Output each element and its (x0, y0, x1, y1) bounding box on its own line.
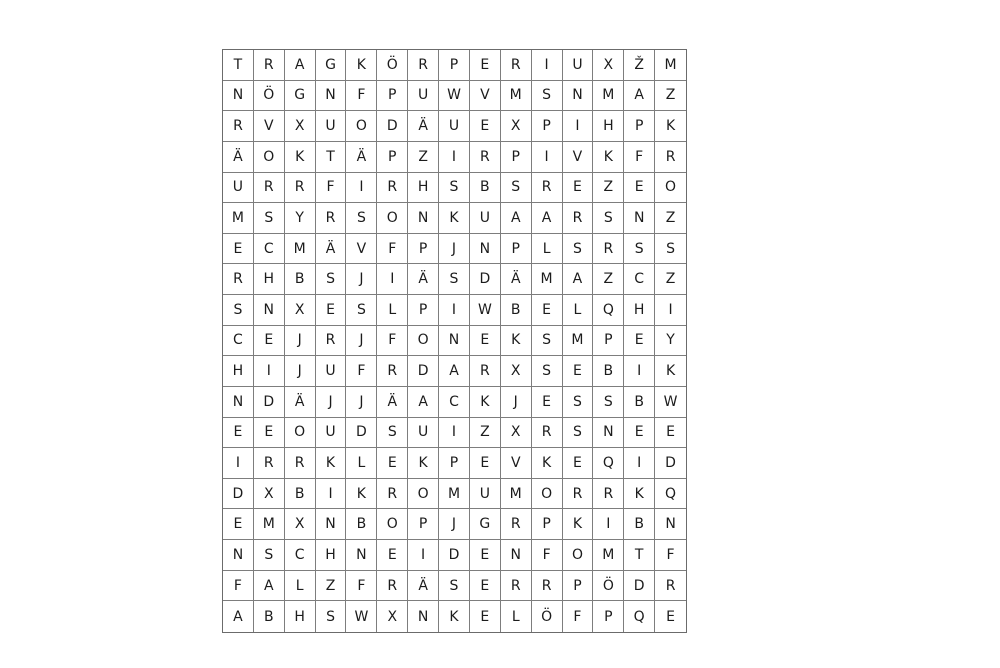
grid-cell[interactable]: D (346, 418, 377, 449)
grid-cell[interactable]: J (285, 356, 316, 387)
grid-cell[interactable]: N (470, 234, 501, 265)
grid-cell[interactable]: H (316, 540, 347, 571)
grid-cell[interactable]: X (501, 111, 532, 142)
grid-cell[interactable]: Z (655, 81, 686, 112)
grid-cell[interactable]: E (470, 448, 501, 479)
grid-cell[interactable]: Ä (408, 264, 439, 295)
grid-cell[interactable]: S (439, 173, 470, 204)
grid-cell[interactable]: E (223, 234, 254, 265)
grid-cell[interactable]: D (624, 571, 655, 602)
grid-cell[interactable]: F (346, 571, 377, 602)
grid-cell[interactable]: F (346, 356, 377, 387)
grid-cell[interactable]: Ä (408, 571, 439, 602)
grid-cell[interactable]: N (316, 509, 347, 540)
grid-cell[interactable]: P (563, 571, 594, 602)
grid-cell[interactable]: S (593, 203, 624, 234)
grid-cell[interactable]: E (377, 540, 408, 571)
grid-cell[interactable]: X (254, 479, 285, 510)
grid-cell[interactable]: T (624, 540, 655, 571)
grid-cell[interactable]: E (254, 326, 285, 357)
grid-cell[interactable]: P (501, 234, 532, 265)
grid-cell[interactable]: K (501, 326, 532, 357)
grid-cell[interactable]: Q (655, 479, 686, 510)
grid-cell[interactable]: S (501, 173, 532, 204)
grid-cell[interactable]: X (377, 601, 408, 632)
grid-cell[interactable]: B (346, 509, 377, 540)
grid-cell[interactable]: C (223, 326, 254, 357)
grid-cell[interactable]: K (532, 448, 563, 479)
grid-cell[interactable]: M (285, 234, 316, 265)
grid-cell[interactable]: I (408, 540, 439, 571)
grid-cell[interactable]: E (254, 418, 285, 449)
grid-cell[interactable]: V (470, 81, 501, 112)
grid-cell[interactable]: R (254, 448, 285, 479)
grid-cell[interactable]: F (532, 540, 563, 571)
grid-cell[interactable]: E (624, 326, 655, 357)
grid-cell[interactable]: E (470, 111, 501, 142)
grid-cell[interactable]: P (501, 142, 532, 173)
grid-cell[interactable]: D (254, 387, 285, 418)
grid-cell[interactable]: S (223, 295, 254, 326)
grid-cell[interactable]: N (316, 81, 347, 112)
grid-cell[interactable]: D (655, 448, 686, 479)
grid-cell[interactable]: M (501, 81, 532, 112)
grid-cell[interactable]: B (254, 601, 285, 632)
grid-cell[interactable]: Z (593, 264, 624, 295)
grid-cell[interactable]: S (346, 203, 377, 234)
grid-cell[interactable]: U (223, 173, 254, 204)
grid-cell[interactable]: R (316, 326, 347, 357)
grid-cell[interactable]: F (655, 540, 686, 571)
grid-cell[interactable]: R (408, 50, 439, 81)
grid-cell[interactable]: P (593, 326, 624, 357)
grid-cell[interactable]: R (501, 571, 532, 602)
grid-cell[interactable]: Ä (377, 387, 408, 418)
grid-cell[interactable]: N (408, 601, 439, 632)
grid-cell[interactable]: O (346, 111, 377, 142)
grid-cell[interactable]: Q (593, 448, 624, 479)
grid-cell[interactable]: G (316, 50, 347, 81)
grid-cell[interactable]: D (223, 479, 254, 510)
grid-cell[interactable]: H (254, 264, 285, 295)
grid-cell[interactable]: D (377, 111, 408, 142)
grid-cell[interactable]: E (316, 295, 347, 326)
grid-cell[interactable]: M (593, 81, 624, 112)
grid-cell[interactable]: R (316, 203, 347, 234)
grid-cell[interactable]: P (532, 509, 563, 540)
grid-cell[interactable]: S (316, 601, 347, 632)
grid-cell[interactable]: J (439, 234, 470, 265)
grid-cell[interactable]: E (470, 571, 501, 602)
grid-cell[interactable]: O (563, 540, 594, 571)
grid-cell[interactable]: P (532, 111, 563, 142)
grid-cell[interactable]: U (408, 81, 439, 112)
grid-cell[interactable]: B (470, 173, 501, 204)
grid-cell[interactable]: Ö (593, 571, 624, 602)
grid-cell[interactable]: I (532, 50, 563, 81)
grid-cell[interactable]: Y (285, 203, 316, 234)
grid-cell[interactable]: A (532, 203, 563, 234)
grid-cell[interactable]: E (655, 418, 686, 449)
grid-cell[interactable]: S (563, 387, 594, 418)
grid-cell[interactable]: V (346, 234, 377, 265)
grid-cell[interactable]: L (501, 601, 532, 632)
grid-cell[interactable]: E (470, 601, 501, 632)
grid-cell[interactable]: I (655, 295, 686, 326)
grid-cell[interactable]: Z (408, 142, 439, 173)
grid-cell[interactable]: R (223, 111, 254, 142)
grid-cell[interactable]: A (563, 264, 594, 295)
grid-cell[interactable]: Ä (285, 387, 316, 418)
grid-cell[interactable]: K (439, 203, 470, 234)
grid-cell[interactable]: R (501, 50, 532, 81)
grid-cell[interactable]: M (439, 479, 470, 510)
grid-cell[interactable]: A (439, 356, 470, 387)
grid-cell[interactable]: J (285, 326, 316, 357)
grid-cell[interactable]: Z (655, 264, 686, 295)
grid-cell[interactable]: O (377, 203, 408, 234)
grid-cell[interactable]: W (439, 81, 470, 112)
grid-cell[interactable]: Ä (316, 234, 347, 265)
grid-cell[interactable]: I (624, 356, 655, 387)
grid-cell[interactable]: Ö (377, 50, 408, 81)
grid-cell[interactable]: K (655, 356, 686, 387)
grid-cell[interactable]: S (439, 264, 470, 295)
grid-cell[interactable]: E (223, 509, 254, 540)
grid-cell[interactable]: K (285, 142, 316, 173)
grid-cell[interactable]: R (501, 509, 532, 540)
grid-cell[interactable]: C (439, 387, 470, 418)
grid-cell[interactable]: S (563, 234, 594, 265)
grid-cell[interactable]: M (254, 509, 285, 540)
grid-cell[interactable]: S (563, 418, 594, 449)
grid-cell[interactable]: I (346, 173, 377, 204)
grid-cell[interactable]: F (377, 234, 408, 265)
grid-cell[interactable]: J (346, 326, 377, 357)
grid-cell[interactable]: N (223, 387, 254, 418)
grid-cell[interactable]: L (346, 448, 377, 479)
grid-cell[interactable]: R (377, 571, 408, 602)
grid-cell[interactable]: F (223, 571, 254, 602)
grid-cell[interactable]: J (316, 387, 347, 418)
grid-cell[interactable]: N (501, 540, 532, 571)
grid-cell[interactable]: F (563, 601, 594, 632)
grid-cell[interactable]: F (346, 81, 377, 112)
grid-cell[interactable]: A (223, 601, 254, 632)
grid-cell[interactable]: I (439, 142, 470, 173)
grid-cell[interactable]: A (408, 387, 439, 418)
grid-cell[interactable]: B (501, 295, 532, 326)
grid-cell[interactable]: M (655, 50, 686, 81)
grid-cell[interactable]: H (408, 173, 439, 204)
grid-cell[interactable]: B (624, 387, 655, 418)
grid-cell[interactable]: E (563, 356, 594, 387)
grid-cell[interactable]: S (532, 326, 563, 357)
grid-cell[interactable]: U (316, 356, 347, 387)
grid-cell[interactable]: H (285, 601, 316, 632)
grid-cell[interactable]: Y (655, 326, 686, 357)
grid-cell[interactable]: X (285, 295, 316, 326)
grid-cell[interactable]: E (470, 540, 501, 571)
grid-cell[interactable]: Ä (346, 142, 377, 173)
grid-cell[interactable]: R (532, 173, 563, 204)
grid-cell[interactable]: P (593, 601, 624, 632)
grid-cell[interactable]: J (346, 264, 377, 295)
grid-cell[interactable]: K (346, 50, 377, 81)
grid-cell[interactable]: D (408, 356, 439, 387)
grid-cell[interactable]: N (223, 81, 254, 112)
grid-cell[interactable]: K (346, 479, 377, 510)
grid-cell[interactable]: R (563, 479, 594, 510)
grid-cell[interactable]: O (285, 418, 316, 449)
grid-cell[interactable]: K (593, 142, 624, 173)
grid-cell[interactable]: N (563, 81, 594, 112)
grid-cell[interactable]: O (377, 509, 408, 540)
grid-cell[interactable]: N (408, 203, 439, 234)
grid-cell[interactable]: C (285, 540, 316, 571)
grid-cell[interactable]: E (532, 295, 563, 326)
grid-cell[interactable]: J (439, 509, 470, 540)
grid-cell[interactable]: L (563, 295, 594, 326)
word-search-grid (222, 49, 687, 633)
grid-cell[interactable]: B (624, 509, 655, 540)
grid-cell[interactable]: K (408, 448, 439, 479)
grid-cell[interactable]: P (408, 295, 439, 326)
grid-cell[interactable]: I (532, 142, 563, 173)
grid-cell[interactable]: A (501, 203, 532, 234)
grid-cell[interactable]: I (316, 479, 347, 510)
grid-cell[interactable]: H (223, 356, 254, 387)
grid-cell[interactable]: I (563, 111, 594, 142)
grid-cell[interactable]: R (655, 571, 686, 602)
grid-cell[interactable]: F (316, 173, 347, 204)
grid-cell[interactable]: W (346, 601, 377, 632)
grid-cell[interactable]: S (254, 540, 285, 571)
grid-cell[interactable]: F (377, 326, 408, 357)
grid-cell[interactable]: U (439, 111, 470, 142)
grid-cell[interactable]: R (285, 448, 316, 479)
grid-cell[interactable]: U (470, 479, 501, 510)
grid-cell[interactable]: I (624, 448, 655, 479)
grid-cell[interactable]: Z (593, 173, 624, 204)
grid-cell[interactable]: L (285, 571, 316, 602)
grid-cell[interactable]: N (254, 295, 285, 326)
grid-cell[interactable]: I (593, 509, 624, 540)
grid-cell[interactable]: O (655, 173, 686, 204)
grid-cell[interactable]: R (532, 571, 563, 602)
grid-cell[interactable]: J (346, 387, 377, 418)
grid-cell[interactable]: G (470, 509, 501, 540)
grid-cell[interactable]: O (532, 479, 563, 510)
grid-cell[interactable]: M (593, 540, 624, 571)
grid-cell[interactable]: U (316, 111, 347, 142)
grid-cell[interactable]: W (470, 295, 501, 326)
grid-cell[interactable]: S (532, 81, 563, 112)
grid-cell[interactable]: S (532, 356, 563, 387)
grid-cell[interactable]: B (285, 479, 316, 510)
grid-cell[interactable]: Ö (254, 81, 285, 112)
grid-cell[interactable]: E (470, 326, 501, 357)
grid-cell[interactable]: Ä (408, 111, 439, 142)
grid-cell[interactable]: X (593, 50, 624, 81)
grid-cell[interactable]: O (254, 142, 285, 173)
grid-cell[interactable]: J (501, 387, 532, 418)
grid-cell[interactable]: S (346, 295, 377, 326)
grid-cell[interactable]: Q (624, 601, 655, 632)
grid-cell[interactable]: R (532, 418, 563, 449)
grid-cell[interactable]: N (223, 540, 254, 571)
grid-cell[interactable]: S (439, 571, 470, 602)
grid-cell[interactable]: S (593, 387, 624, 418)
grid-cell[interactable]: E (563, 448, 594, 479)
grid-cell[interactable]: N (439, 326, 470, 357)
grid-cell[interactable]: B (285, 264, 316, 295)
grid-cell[interactable]: O (408, 479, 439, 510)
grid-cell[interactable]: R (563, 203, 594, 234)
grid-cell[interactable]: V (254, 111, 285, 142)
grid-cell[interactable]: S (254, 203, 285, 234)
grid-cell[interactable]: R (254, 173, 285, 204)
grid-cell[interactable]: N (346, 540, 377, 571)
grid-cell[interactable]: H (593, 111, 624, 142)
grid-cell[interactable]: S (377, 418, 408, 449)
grid-cell[interactable]: A (254, 571, 285, 602)
grid-cell[interactable]: R (470, 142, 501, 173)
grid-cell[interactable]: K (624, 479, 655, 510)
grid-cell[interactable]: X (501, 356, 532, 387)
grid-cell[interactable]: M (501, 479, 532, 510)
grid-cell[interactable]: A (624, 81, 655, 112)
grid-cell[interactable]: K (316, 448, 347, 479)
grid-cell[interactable]: N (624, 203, 655, 234)
grid-cell[interactable]: R (285, 173, 316, 204)
grid-cell[interactable]: S (655, 234, 686, 265)
grid-cell[interactable]: I (439, 295, 470, 326)
grid-cell[interactable]: M (563, 326, 594, 357)
grid-cell[interactable]: R (470, 356, 501, 387)
grid-cell[interactable]: S (624, 234, 655, 265)
grid-cell[interactable]: M (223, 203, 254, 234)
grid-cell[interactable]: E (624, 173, 655, 204)
grid-cell[interactable]: E (470, 50, 501, 81)
grid-cell[interactable]: A (285, 50, 316, 81)
grid-cell[interactable]: W (655, 387, 686, 418)
grid-cell[interactable]: N (655, 509, 686, 540)
grid-cell[interactable]: Z (470, 418, 501, 449)
grid-cell[interactable]: L (532, 234, 563, 265)
grid-cell[interactable]: E (377, 448, 408, 479)
grid-cell[interactable]: Q (593, 295, 624, 326)
grid-cell[interactable]: K (655, 111, 686, 142)
grid-cell[interactable]: E (624, 418, 655, 449)
grid-cell[interactable]: C (624, 264, 655, 295)
grid-cell[interactable]: R (593, 234, 624, 265)
grid-cell[interactable]: B (593, 356, 624, 387)
grid-cell[interactable]: T (316, 142, 347, 173)
grid-cell[interactable]: P (377, 142, 408, 173)
grid-cell[interactable]: U (470, 203, 501, 234)
grid-cell[interactable]: S (316, 264, 347, 295)
grid-cell[interactable]: I (439, 418, 470, 449)
grid-cell[interactable]: F (624, 142, 655, 173)
grid-cell[interactable]: P (408, 509, 439, 540)
grid-cell[interactable]: R (254, 50, 285, 81)
grid-cell[interactable]: R (377, 356, 408, 387)
grid-cell[interactable]: R (593, 479, 624, 510)
grid-cell[interactable]: E (223, 418, 254, 449)
grid-cell[interactable]: V (563, 142, 594, 173)
grid-cell[interactable]: N (593, 418, 624, 449)
grid-cell[interactable]: D (470, 264, 501, 295)
grid-cell[interactable]: I (223, 448, 254, 479)
grid-cell[interactable]: R (223, 264, 254, 295)
grid-cell[interactable]: G (285, 81, 316, 112)
grid-cell[interactable]: E (666, 608, 675, 625)
grid-cell[interactable]: K (470, 387, 501, 418)
grid-cell[interactable]: Ž (624, 50, 655, 81)
grid-cell[interactable]: P (624, 111, 655, 142)
grid-cell[interactable]: V (501, 448, 532, 479)
grid-cell[interactable]: M (532, 264, 563, 295)
grid-cell[interactable]: Ö (532, 601, 563, 632)
grid-cell[interactable]: L (377, 295, 408, 326)
grid-cell[interactable]: O (408, 326, 439, 357)
grid-cell[interactable]: Ä (223, 142, 254, 173)
grid-cell[interactable]: E (563, 173, 594, 204)
grid-cell[interactable]: C (254, 234, 285, 265)
grid-cell[interactable]: U (316, 418, 347, 449)
grid-cell[interactable]: Ä (501, 264, 532, 295)
grid-cell[interactable]: R (377, 479, 408, 510)
grid-cell[interactable]: K (439, 601, 470, 632)
grid-cell[interactable]: D (439, 540, 470, 571)
grid-cell[interactable]: P (377, 81, 408, 112)
grid-cell[interactable]: K (563, 509, 594, 540)
grid-cell[interactable]: P (439, 448, 470, 479)
grid-cell[interactable]: R (377, 173, 408, 204)
grid-cell[interactable]: X (285, 111, 316, 142)
grid-cell[interactable]: H (624, 295, 655, 326)
grid-cell[interactable]: E (532, 387, 563, 418)
grid-cell[interactable]: U (408, 418, 439, 449)
grid-cell[interactable]: I (377, 264, 408, 295)
grid-cell[interactable]: R (655, 142, 686, 173)
grid-cell[interactable]: P (439, 50, 470, 81)
grid-cell[interactable]: Z (655, 203, 686, 234)
grid-cell[interactable]: X (501, 418, 532, 449)
grid-cell[interactable]: T (223, 50, 254, 81)
grid-cell[interactable]: P (408, 234, 439, 265)
grid-cell[interactable]: U (563, 50, 594, 81)
grid-cell[interactable]: Z (316, 571, 347, 602)
grid-cell[interactable]: I (254, 356, 285, 387)
grid-cell[interactable]: X (285, 509, 316, 540)
